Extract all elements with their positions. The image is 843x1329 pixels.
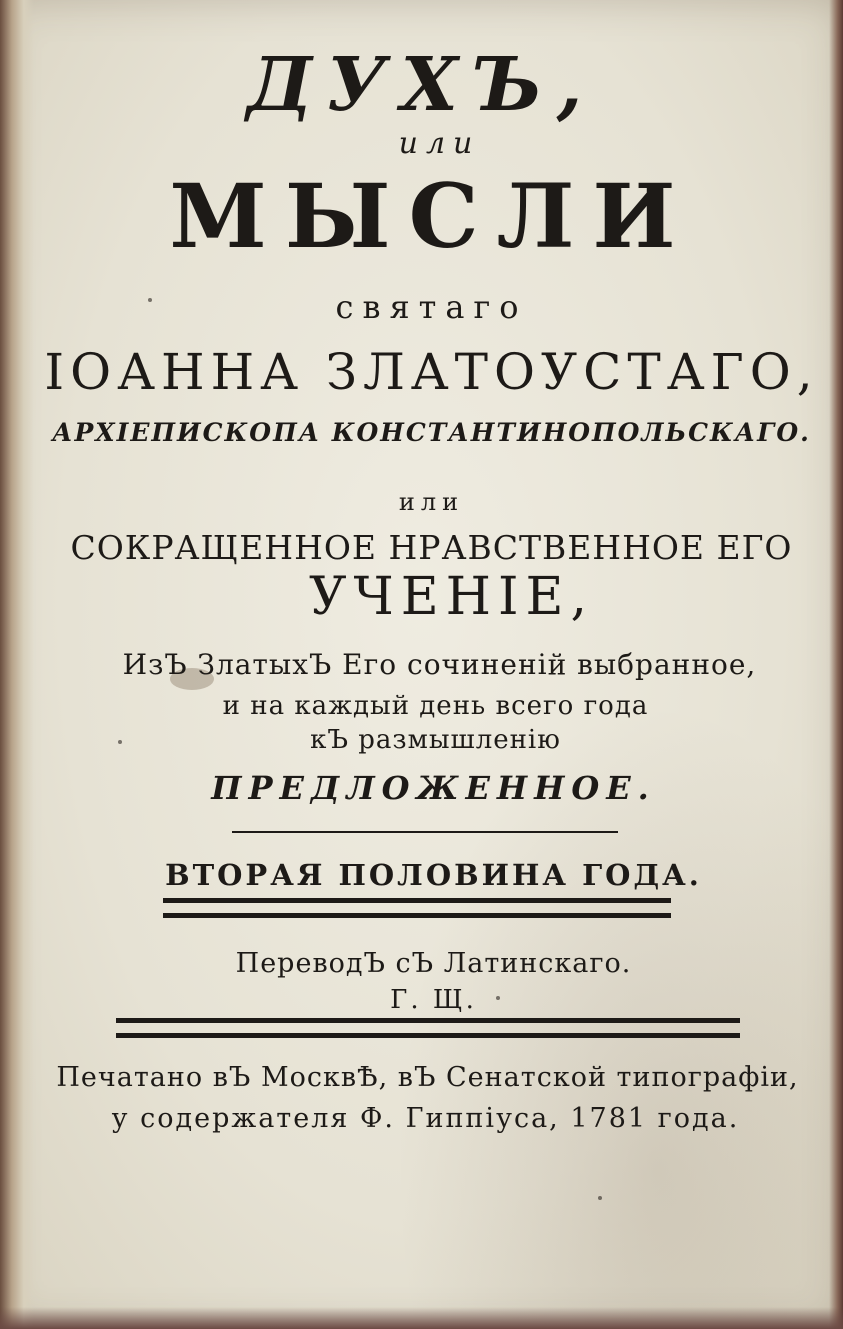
divider-double-2-bottom [116,1033,740,1038]
description-line-2: и на каждый день всего года [222,691,649,721]
subtitle-teaching: УЧЕНІЕ, [308,567,595,627]
divider-thin [232,831,618,833]
divider-double-top [163,898,671,903]
volume-label: ВТОРАЯ ПОЛОВИНА ГОДА. [165,858,702,892]
description-line-1: ИзЪ ЗлатыхЪ Его сочиненій выбранное, [122,648,757,681]
divider-double-bottom [163,913,671,918]
subtitle-line-1: СОКРАЩЕННОЕ НРАВСТВЕННОЕ ЕГО [70,528,793,567]
translation-note: ПереводЪ сЪ Латинскаго. [235,948,632,979]
paper-speck [496,996,500,1000]
author-title: АРХІЕПИСКОПА КОНСТАНТИНОПОЛЬСКАГО. [52,418,811,447]
conjunction-or-2: или [398,488,465,516]
imprint-line-1: Печатано вЪ МосквѢ, вЪ Сенатской типографіи, [56,1062,799,1093]
conjunction-or-1: или [398,126,481,161]
author-name: ІОАННА ЗЛАТОУСТАГО, [44,343,819,401]
paper-speck [118,740,122,744]
imprint-line-2: у содержателя Ф. Гиппіуса, 1781 года. [111,1103,740,1134]
paper-speck [598,1196,602,1200]
translator-initials: Г. Щ. [390,985,477,1015]
page-bottom-edge [0,1307,843,1329]
divider-double-2-top [116,1018,740,1023]
main-title: ДУХЪ, [246,42,597,128]
description-line-3: кЪ размышленію [310,725,561,755]
title-saint: святаго [335,288,528,326]
description-line-4: ПРЕДЛОЖЕННОЕ. [211,769,656,807]
paper-speck [148,298,152,302]
title-thoughts: МЫСЛИ [169,164,694,268]
